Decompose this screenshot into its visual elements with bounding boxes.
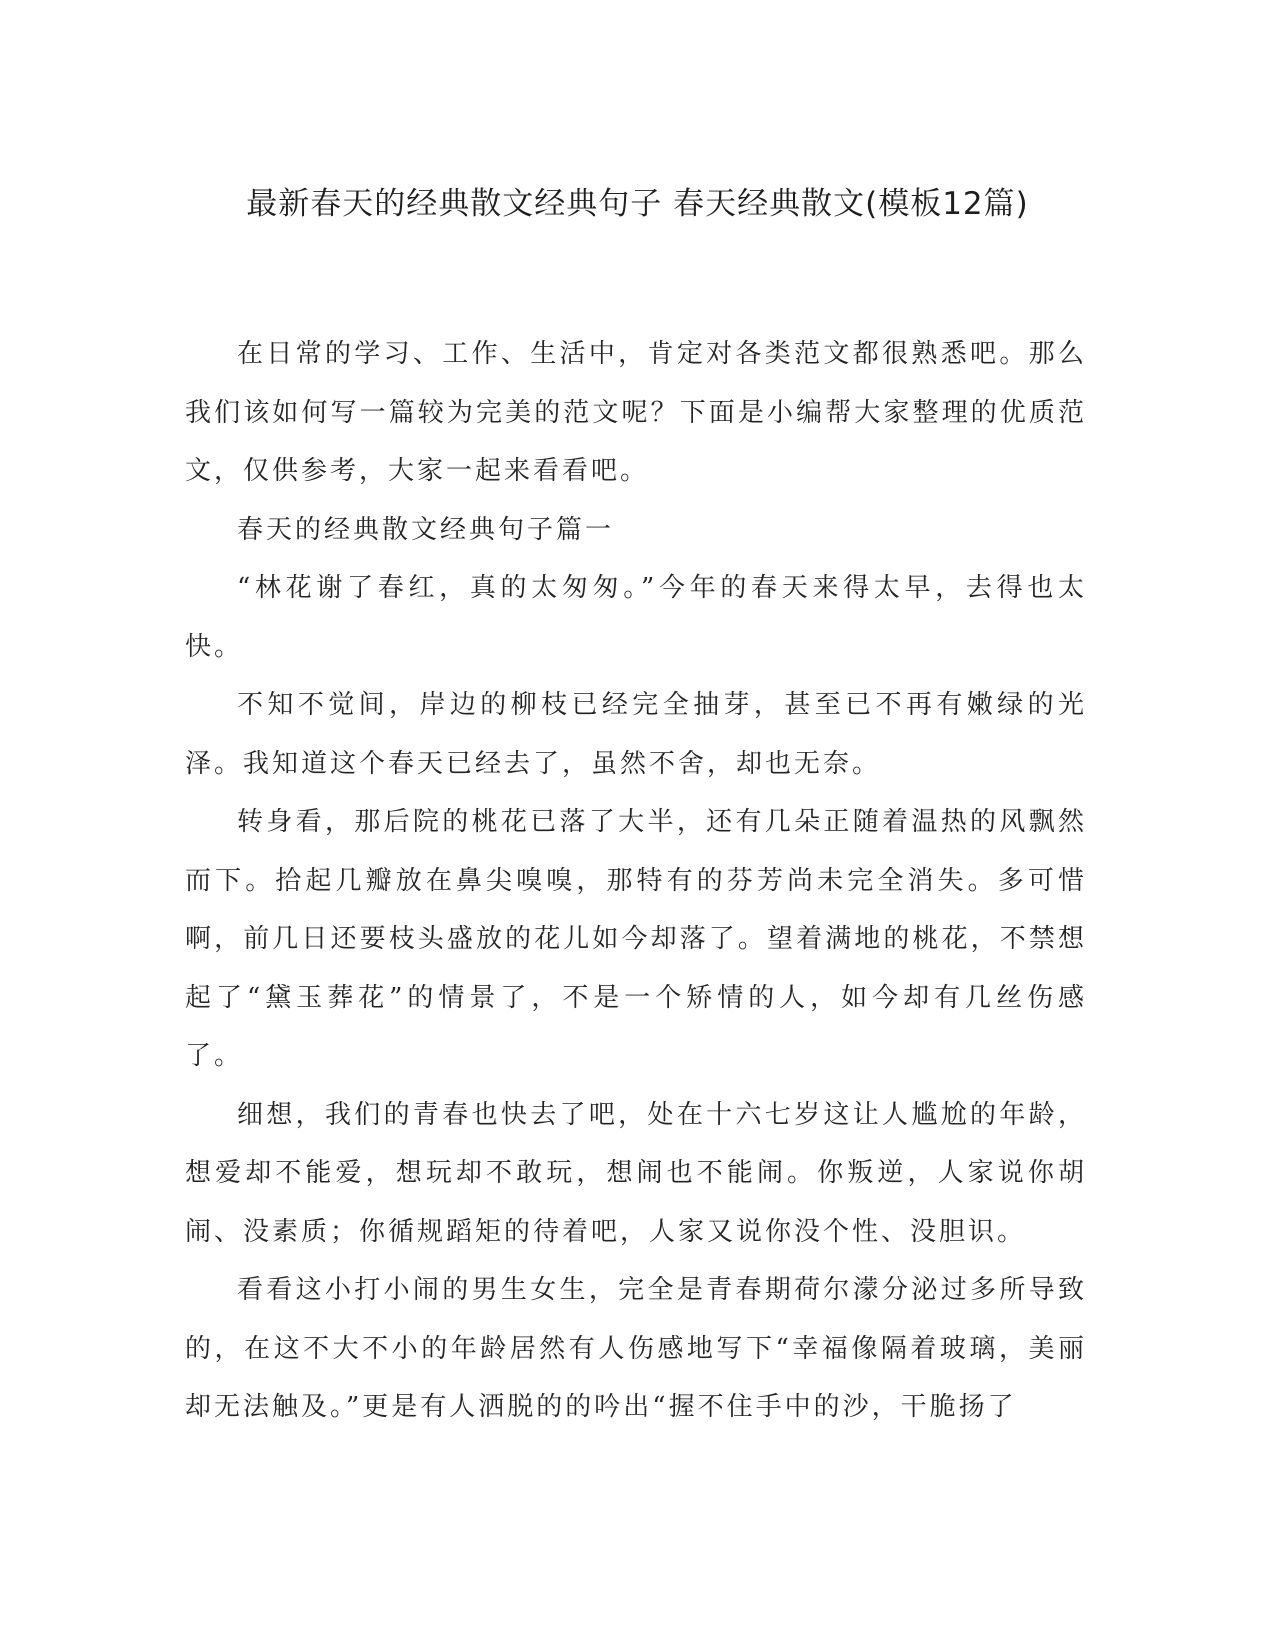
section-heading: 春天的经典散文经典句子篇一 — [237, 514, 615, 545]
paragraph: 转身看，那后院的桃花已落了大半，还有几朵正随着温热的风飘然而下。拾起几瓣放在鼻尖嗅嗅，那特有的芬芳尚未完全消失。多可惜啊，前几日还要枝头盛放的花儿如今却落了。望着满地的桃花，不禁想起了“黛玉葬花”的情景了，不是一个矫情的人，如今却有几丝伤感了。 — [185, 807, 1087, 1071]
document-body — [185, 325, 1087, 1437]
paragraph: 看看这小打小闹的男生女生，完全是青春期荷尔濛分泌过多所导致的，在这不大不小的年龄居然有人伤感地写下“幸福像隔着玻璃，美丽却无法触及。”更是有人洒脱的的吟出“握不住手中的沙，干脆扬了 — [185, 1275, 1087, 1422]
paragraph: “林花谢了春红，真的太匆匆。”今年的春天来得太早，去得也太快。 — [185, 573, 1087, 662]
paragraph: 不知不觉间，岸边的柳枝已经完全抽芽，甚至已不再有嫩绿的光泽。我知道这个春天已经去了，虽然不舍，却也无奈。 — [185, 690, 1087, 779]
paragraph-intro: 在日常的学习、工作、生活中，肯定对各类范文都很熟悉吧。那么我们该如何写一篇较为完美的范文呢？下面是小编帮大家整理的优质范文，仅供参考，大家一起来看看吧。 — [185, 339, 1087, 486]
paragraph: 细想，我们的青春也快去了吧，处在十六七岁这让人尴尬的年龄，想爱却不能爱，想玩却不敢玩，想闹也不能闹。你叛逆，人家说你胡闹、没素质；你循规蹈矩的待着吧，人家又说你没个性、没胆识。 — [185, 1099, 1087, 1247]
document-title: 最新春天的经典散文经典句子 春天经典散文(模板12篇) — [246, 186, 1029, 222]
